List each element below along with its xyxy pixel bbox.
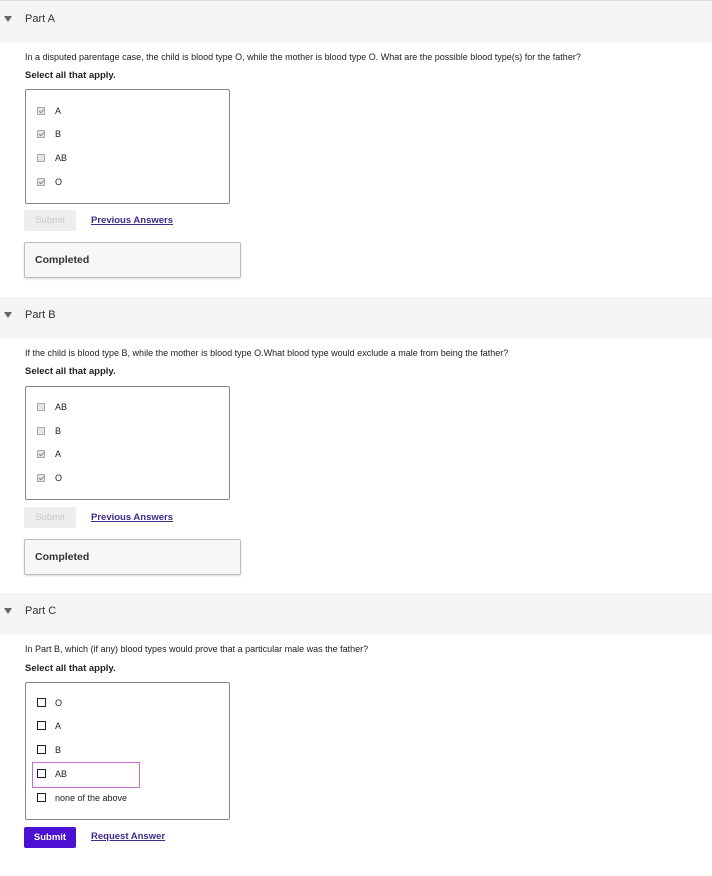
- part-b-instruction: Select all that apply.: [25, 366, 116, 377]
- part-b-options-box: [25, 386, 230, 500]
- checkbox-unchecked-icon[interactable]: [37, 427, 45, 435]
- part-c-header[interactable]: [0, 593, 712, 635]
- part-a-status-box: [24, 242, 241, 278]
- part-a-previous-answers-link[interactable]: Previous Answers: [91, 215, 174, 226]
- option-label: O: [55, 473, 63, 483]
- part-c-request-answer-link[interactable]: Request Answer: [91, 831, 166, 842]
- option-label: AB: [55, 153, 68, 163]
- option-label: A: [55, 449, 62, 459]
- part-c-instruction: Select all that apply.: [25, 663, 116, 674]
- focus-ring: [32, 762, 140, 788]
- part-b-previous-answers-link[interactable]: Previous Answers: [91, 512, 174, 523]
- option-label: A: [55, 106, 62, 116]
- part-b-status-text: Completed: [35, 551, 90, 563]
- option-label: O: [55, 177, 63, 187]
- option-label: B: [55, 129, 62, 139]
- collapse-triangle-icon[interactable]: [4, 16, 12, 22]
- part-b-status-box: [24, 539, 241, 575]
- part-b-submit-button[interactable]: Submit: [24, 507, 76, 528]
- checkbox-unchecked-icon[interactable]: [37, 721, 46, 730]
- option-label: AB: [55, 769, 68, 779]
- checkbox-checked-icon[interactable]: [37, 107, 45, 115]
- part-c-title: Part C: [25, 605, 57, 617]
- part-b-header[interactable]: [0, 297, 712, 339]
- checkbox-checked-icon[interactable]: [37, 178, 45, 186]
- part-c-submit-button[interactable]: Submit: [24, 827, 76, 848]
- option-label: A: [55, 721, 62, 731]
- checkbox-checked-icon[interactable]: [37, 450, 45, 458]
- part-a-instruction: Select all that apply.: [25, 70, 116, 81]
- part-b-title: Part B: [25, 309, 56, 321]
- option-label: none of the above: [55, 793, 128, 803]
- part-a-status-text: Completed: [35, 254, 90, 266]
- part-a-options-box: [25, 89, 230, 204]
- checkbox-unchecked-icon[interactable]: [37, 154, 45, 162]
- option-label: AB: [55, 402, 68, 412]
- checkbox-unchecked-icon[interactable]: [37, 698, 46, 707]
- checkbox-unchecked-icon[interactable]: [37, 745, 46, 754]
- checkbox-unchecked-icon[interactable]: [37, 403, 45, 411]
- option-label: B: [55, 426, 62, 436]
- checkbox-checked-icon[interactable]: [37, 474, 45, 482]
- part-a-header[interactable]: [0, 1, 712, 43]
- option-label: O: [55, 698, 63, 708]
- part-a-submit-button[interactable]: Submit: [24, 210, 76, 231]
- checkbox-unchecked-icon[interactable]: [37, 793, 46, 802]
- option-label: B: [55, 745, 62, 755]
- part-c-question: In Part B, which (if any) blood types would prove that a particular male was the father?: [25, 644, 369, 654]
- collapse-triangle-icon[interactable]: [4, 608, 12, 614]
- checkbox-checked-icon[interactable]: [37, 130, 45, 138]
- part-a-question: In a disputed parentage case, the child is blood type O, while the mother is blood type O. What are the possible blood type(s) for the father?: [25, 52, 581, 62]
- part-c-options-box: [25, 682, 230, 820]
- part-a-title: Part A: [25, 13, 55, 25]
- part-b-question: If the child is blood type B, while the mother is blood type O.What blood type would exclude a male from being the father?: [25, 348, 509, 358]
- collapse-triangle-icon[interactable]: [4, 312, 12, 318]
